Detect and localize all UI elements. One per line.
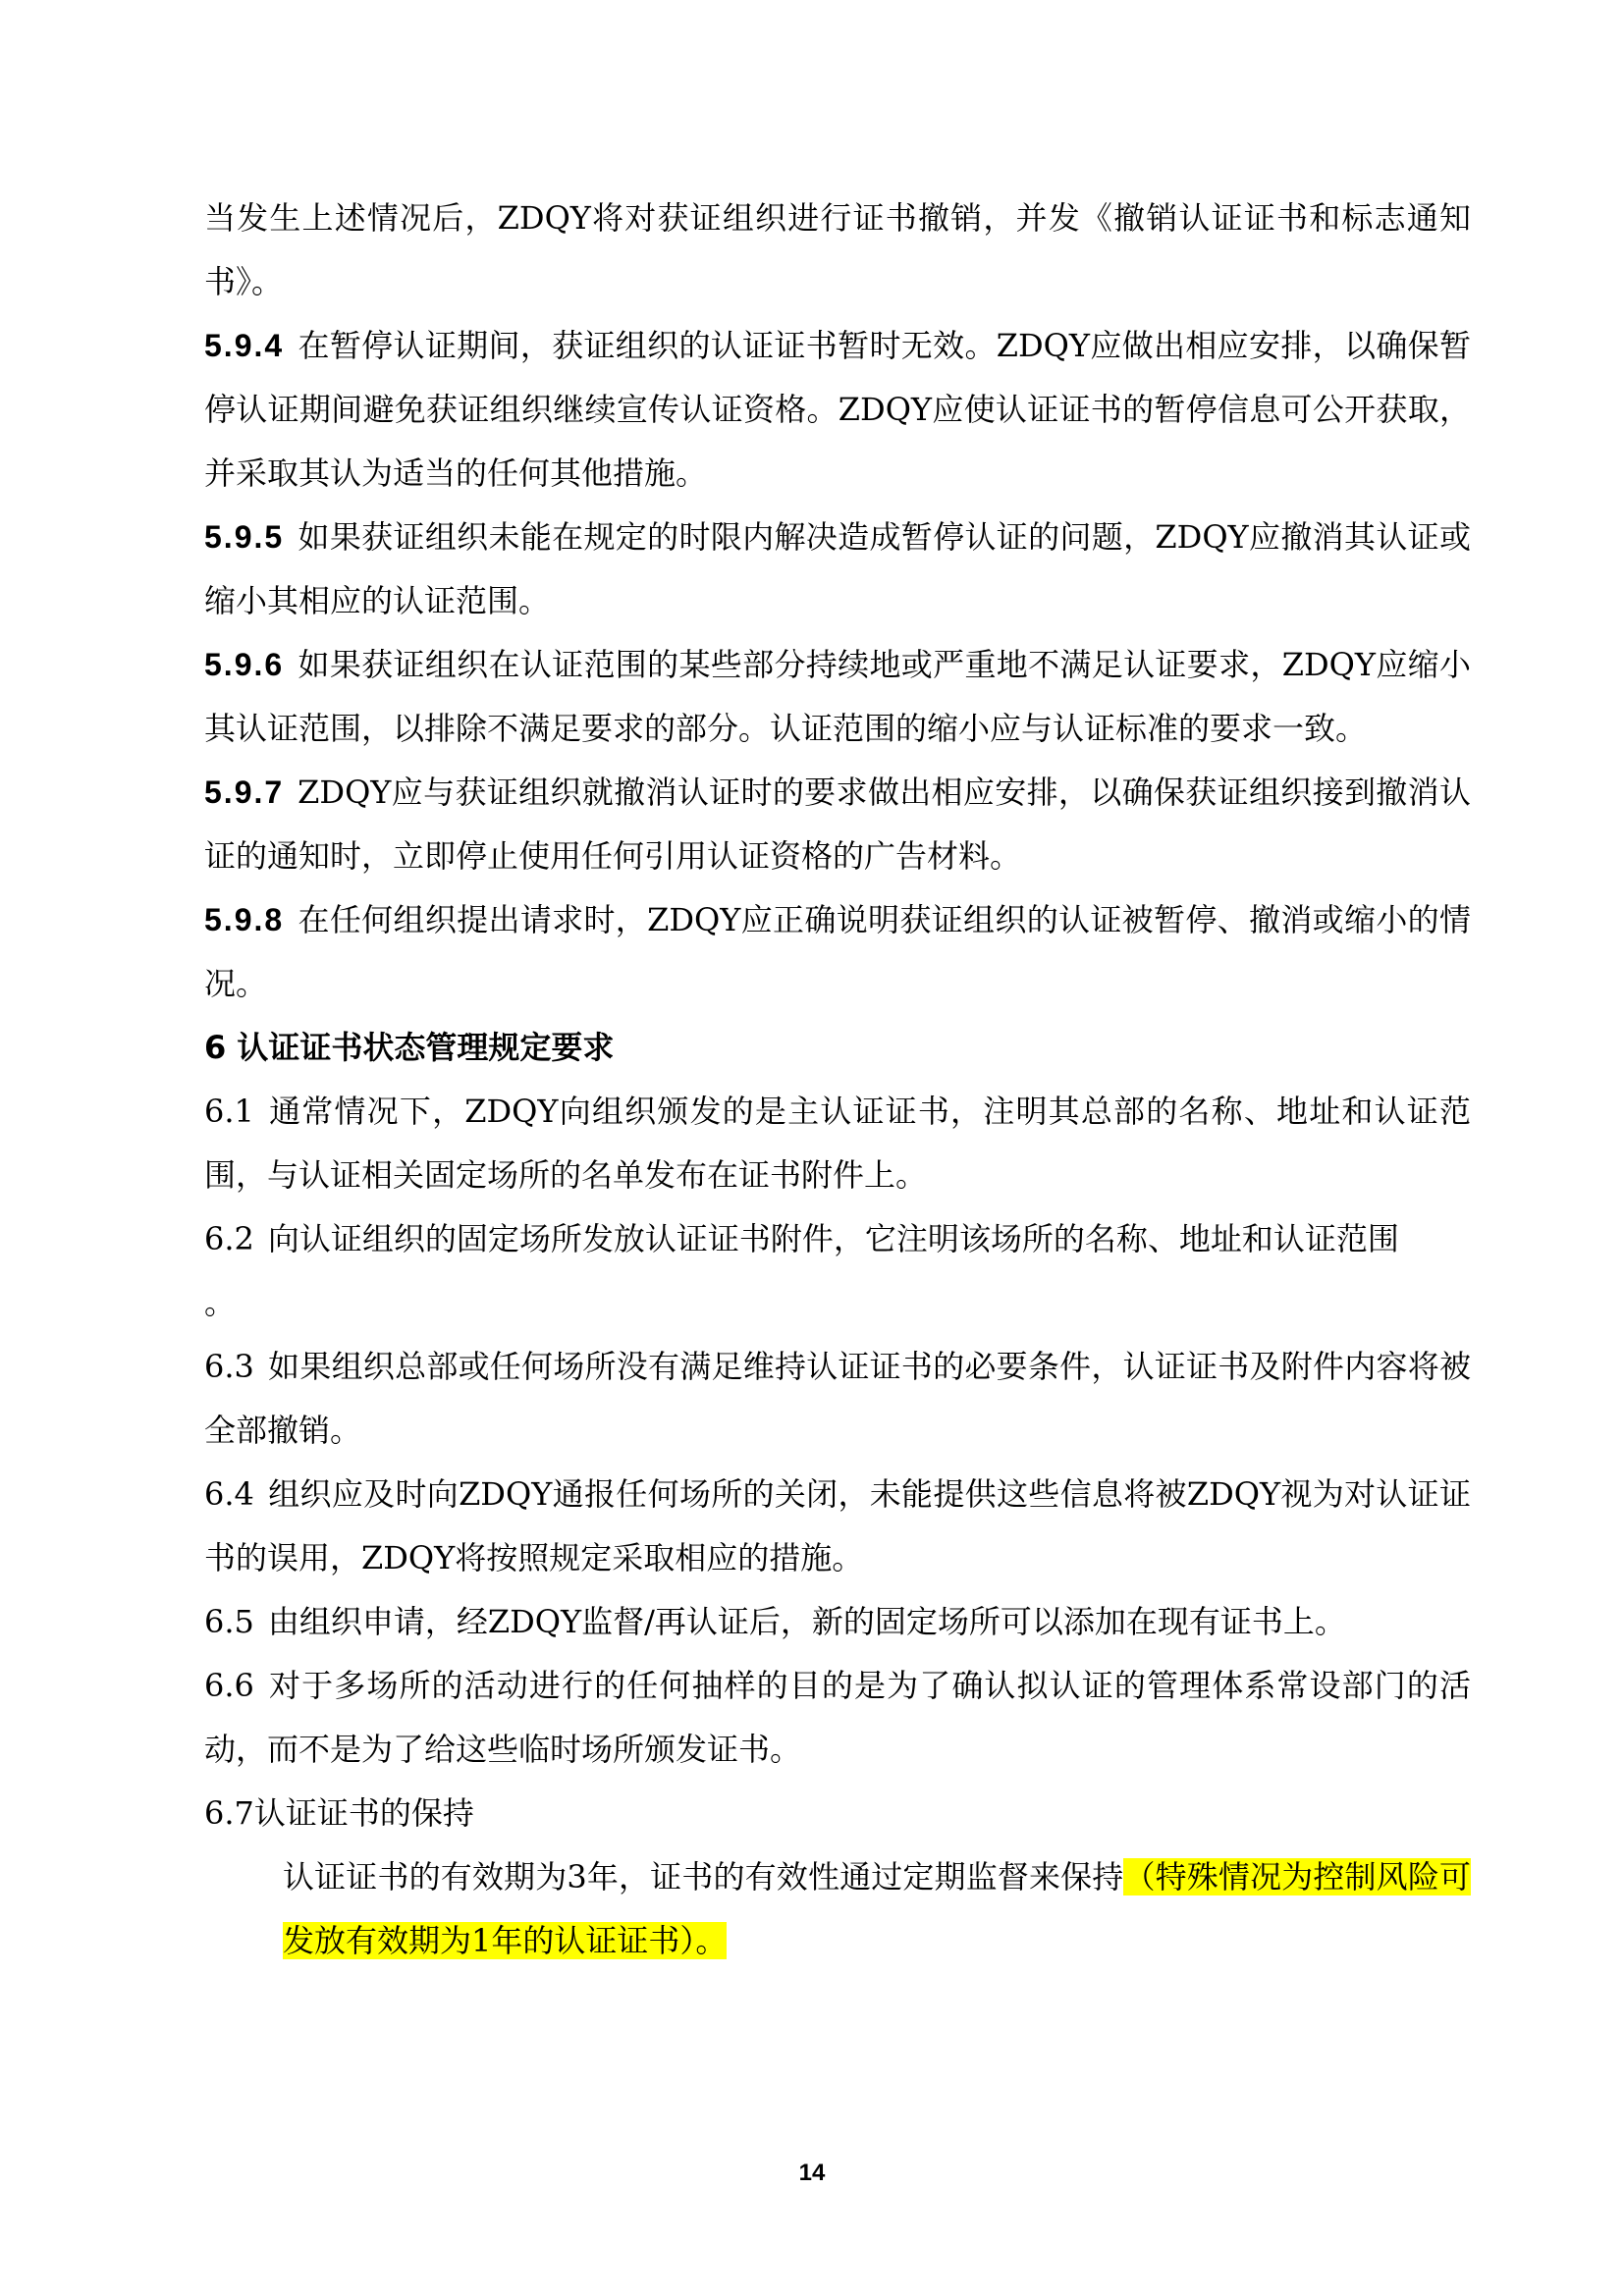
paragraph-text: 如果组织总部或任何场所没有满足维持认证证书的必要条件，认证证书及附件内容将被全部撤销。 xyxy=(204,1348,1471,1449)
paragraph-5-9-8 xyxy=(204,888,1471,1016)
paragraph-5-9-4 xyxy=(204,314,1471,506)
paragraph-6-2 xyxy=(204,1207,1471,1335)
paragraph-text: 在任何组织提出请求时，ZDQY应正确说明获证组织的认证被暂停、撤消或缩小的情况。 xyxy=(204,901,1471,1002)
clause-number: 6.5 xyxy=(204,1603,254,1640)
clause-number: 6.6 xyxy=(204,1667,254,1704)
clause-number: 5.9.5 xyxy=(204,519,285,555)
paragraph-text-tail: 。 xyxy=(204,1284,237,1321)
paragraph-text: 组织应及时向ZDQY通报任何场所的关闭，未能提供这些信息将被ZDQY视为对认证证书的误用，ZDQY将按照规定采取相应的措施。 xyxy=(204,1475,1471,1576)
paragraph-text: 当发生上述情况后，ZDQY将对获证组织进行证书撤销，并发《撤销认证证书和标志通知书》。 xyxy=(204,199,1471,300)
highlighted-text: （特殊情况为控制风险可发放有效期为1年的认证证书）。 xyxy=(283,1858,1471,1959)
paragraph-text: 认证证书的有效期为3年，证书的有效性通过定期监督来保持 xyxy=(283,1858,1124,1896)
paragraph-5-9-6 xyxy=(204,633,1471,761)
page-number: 14 xyxy=(798,2160,826,2186)
section-heading-6: 6 认证证书状态管理规定要求 xyxy=(204,1029,615,1066)
paragraph-text: 向认证组织的固定场所发放认证证书附件，它注明该场所的名称、地址和认证范围 xyxy=(267,1220,1399,1257)
paragraph-text: 如果获证组织未能在规定的时限内解决造成暂停认证的问题，ZDQY应撤消其认证或缩小其相应的认证范围。 xyxy=(204,518,1471,619)
clause-number: 5.9.6 xyxy=(204,647,285,682)
paragraph-text: ZDQY应与获证组织就撤消认证时的要求做出相应安排，以确保获证组织接到撤消认证的通知时，立即停止使用任何引用认证资格的广告材料。 xyxy=(204,774,1471,875)
paragraph-6-7-title: 6.7认证证书的保持 xyxy=(204,1794,474,1832)
paragraph-6-1 xyxy=(204,1080,1471,1207)
paragraph-6-7-body xyxy=(204,1845,1471,1973)
clause-number: 5.9.8 xyxy=(204,902,285,937)
paragraph-text: 通常情况下，ZDQY向组织颁发的是主认证证书，注明其总部的名称、地址和认证范围，与认证相关固定场所的名单发布在证书附件上。 xyxy=(204,1093,1471,1194)
paragraph-text: 如果获证组织在认证范围的某些部分持续地或严重地不满足认证要求，ZDQY应缩小其认证范围，以排除不满足要求的部分。认证范围的缩小应与认证标准的要求一致。 xyxy=(204,646,1471,747)
clause-number: 5.9.7 xyxy=(204,774,285,810)
paragraph-revocation-notice xyxy=(204,187,1471,314)
clause-number: 5.9.4 xyxy=(204,328,285,363)
paragraph-6-3 xyxy=(204,1335,1471,1463)
clause-number: 6.3 xyxy=(204,1348,254,1385)
paragraph-text: 在暂停认证期间，获证组织的认证证书暂时无效。ZDQY应做出相应安排，以确保暂停认证期间避免获证组织继续宣传认证资格。ZDQY应使认证证书的暂停信息可公开获取，并采取其认为适当的任何其他措施。 xyxy=(204,327,1471,492)
paragraph-5-9-7 xyxy=(204,761,1471,888)
paragraph-6-5 xyxy=(204,1590,1471,1654)
paragraph-text: 对于多场所的活动进行的任何抽样的目的是为了确认拟认证的管理体系常设部门的活动，而不是为了给这些临时场所颁发证书。 xyxy=(204,1667,1471,1768)
paragraph-5-9-5 xyxy=(204,506,1471,633)
paragraph-text: 由组织申请，经ZDQY监督/再认证后，新的固定场所可以添加在现有证书上。 xyxy=(267,1603,1346,1640)
clause-number: 6.2 xyxy=(204,1220,254,1257)
clause-number: 6.1 xyxy=(204,1093,254,1130)
paragraph-6-4 xyxy=(204,1463,1471,1590)
paragraph-6-6 xyxy=(204,1654,1471,1782)
document-body xyxy=(204,187,1471,1973)
clause-number: 6.4 xyxy=(204,1475,254,1513)
